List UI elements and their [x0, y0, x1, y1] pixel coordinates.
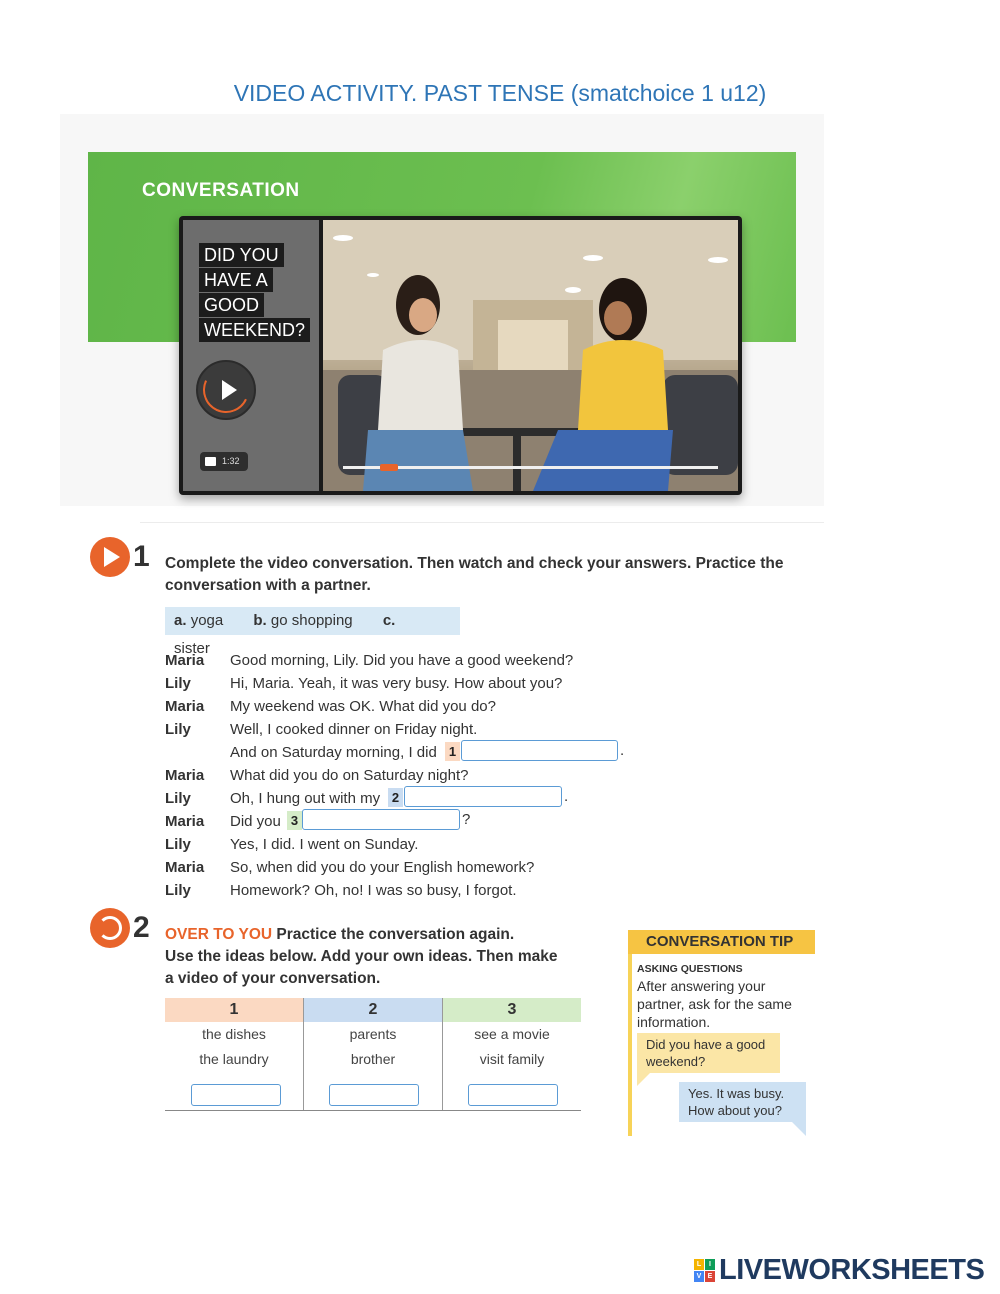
video-duration-badge [200, 452, 248, 471]
tip-subtitle: ASKING QUESTIONS [637, 963, 743, 975]
dialogue-text: My weekend was OK. What did you do? [230, 698, 496, 715]
dialogue-speaker: Lily [165, 836, 191, 853]
blank-number-label: 3 [290, 813, 299, 828]
dialogue-speaker: Maria [165, 698, 205, 715]
dialogue-text: Homework? Oh, no! I was so busy, I forgot. [230, 882, 517, 899]
speaking-exercise-icon [90, 908, 130, 948]
ideas-column-header: 2 [304, 998, 442, 1022]
video-heading-line: DID YOU [199, 243, 284, 267]
video-scene-illustration [323, 220, 738, 491]
exercise-2-instruction [165, 924, 514, 946]
blank-number [287, 811, 302, 830]
blank-number [445, 742, 460, 761]
tip-body: After answering your partner, ask for the same information. [637, 978, 792, 1030]
section-divider [140, 522, 824, 523]
logo-letter: E [705, 1271, 715, 1282]
page-title: VIDEO ACTIVITY. PAST TENSE (smatchoice 1 u12) [233, 80, 767, 106]
word-bank-item: a. yoga [174, 612, 224, 629]
punctuation: ? [462, 811, 471, 828]
exercise-2-instruction-cont: a video of your conversation. [165, 970, 381, 987]
dialogue-speaker: Lily [165, 675, 191, 692]
punctuation: . [564, 788, 569, 805]
exercise-2-number: 2 [133, 911, 150, 944]
liveworksheets-logo [694, 1255, 984, 1285]
dialogue-text: Oh, I hung out with my [230, 790, 381, 807]
ideas-cell: brother [350, 1051, 396, 1067]
dialogue-text: Good morning, Lily. Did you have a good weekend? [230, 652, 574, 669]
speech-bubble-tail [637, 1072, 651, 1086]
tip-side-bar [628, 930, 632, 1136]
own-idea-input-2[interactable] [329, 1084, 419, 1106]
table-bottom-rule [165, 1110, 581, 1111]
blank-number-label: 2 [391, 790, 400, 805]
play-button[interactable] [196, 360, 256, 420]
dialogue-speaker: Maria [165, 813, 205, 830]
logo-grid-icon [694, 1259, 715, 1282]
logo-letter: I [705, 1259, 715, 1270]
video-heading-line: GOOD [199, 293, 264, 317]
video-heading-line: WEEKEND? [199, 318, 310, 342]
speech-bubble-answer: Yes. It was busy. How about you? [679, 1082, 806, 1122]
punctuation: . [620, 742, 625, 759]
logo-text: LIVEWORKSHEETS [719, 1253, 985, 1286]
exercise-1-instruction-cont: conversation with a partner. [165, 577, 371, 594]
dialogue-text: Did you [230, 813, 281, 830]
own-idea-input-1[interactable] [191, 1084, 281, 1106]
dialogue-speaker: Maria [165, 652, 205, 669]
ideas-column-header: 1 [165, 998, 303, 1022]
ideas-cell: the laundry [199, 1051, 269, 1067]
dialogue-text: What did you do on Saturday night? [230, 767, 469, 784]
blank-number [388, 788, 403, 807]
speech-bubble-tail [790, 1120, 806, 1136]
over-to-you-label: OVER TO YOU [165, 926, 273, 943]
exercise-2-instruction-cont: Use the ideas below. Add your own ideas. Then make [165, 948, 558, 965]
dialogue-speaker: Maria [165, 767, 205, 784]
exercise-1-number: 1 [133, 540, 150, 573]
exercise-1-instruction: Complete the video conversation. Then watch and check your answers. Practice the [165, 555, 784, 572]
word-bank-item: b. go shopping [253, 612, 353, 629]
tip-title: CONVERSATION TIP [628, 930, 815, 954]
dialogue-text: Yes, I did. I went on Sunday. [230, 836, 419, 853]
answer-input-3[interactable] [302, 809, 460, 830]
dialogue-speaker: Lily [165, 882, 191, 899]
dialogue-text: So, when did you do your English homework? [230, 859, 535, 876]
answer-input-2[interactable] [404, 786, 562, 807]
dialogue-text: And on Saturday morning, I did [230, 744, 437, 761]
video-progress-track[interactable] [343, 466, 718, 469]
speech-bubble-question: Did you have a good weekend? [637, 1033, 780, 1073]
ideas-cell: parents [349, 1026, 397, 1042]
word-bank-item: c. sister [174, 612, 396, 657]
ideas-cell: the dishes [202, 1026, 266, 1042]
ideas-cell: visit family [479, 1051, 545, 1067]
video-heading-line: HAVE A [199, 268, 273, 292]
answer-input-1[interactable] [461, 740, 618, 761]
dialogue-text: Well, I cooked dinner on Friday night. [230, 721, 478, 738]
video-thumbnail [323, 220, 738, 491]
ideas-cell: see a movie [474, 1026, 550, 1042]
exercise-2-instruction-text: Practice the conversation again. [272, 926, 515, 943]
logo-letter: V [694, 1271, 704, 1282]
word-bank [165, 607, 460, 657]
play-icon [104, 547, 120, 567]
dialogue-speaker: Maria [165, 859, 205, 876]
dialogue-speaker: Lily [165, 790, 191, 807]
refresh-icon [98, 916, 122, 940]
dialogue-speaker: Lily [165, 721, 191, 738]
logo-letter: L [694, 1259, 704, 1270]
video-duration: 1:32 [222, 456, 240, 466]
ideas-column-header: 3 [443, 998, 581, 1022]
blank-number-label: 1 [448, 744, 457, 759]
video-progress-handle[interactable] [380, 464, 398, 471]
video-exercise-icon [90, 537, 130, 577]
dialogue-text: Hi, Maria. Yeah, it was very busy. How about you? [230, 675, 563, 692]
play-icon [222, 380, 237, 400]
section-label: CONVERSATION [142, 180, 300, 201]
own-idea-input-3[interactable] [468, 1084, 558, 1106]
video-camera-icon [205, 457, 216, 466]
